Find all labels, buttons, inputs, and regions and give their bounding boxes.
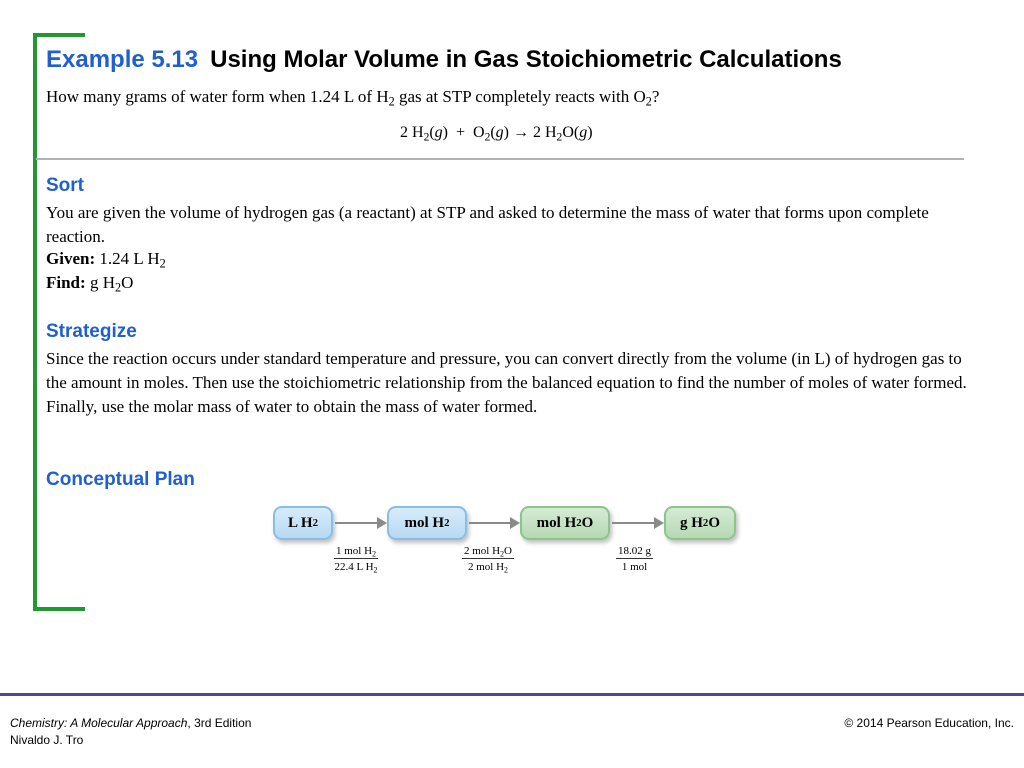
factor-subscript: 2 bbox=[500, 549, 505, 559]
factor-subscript: 2 bbox=[373, 565, 378, 575]
example-number: Example 5.13 bbox=[46, 46, 199, 73]
box-text: L H bbox=[287, 514, 313, 531]
factor-text: 2 mol H bbox=[467, 561, 505, 573]
factor-numerator bbox=[616, 545, 653, 559]
factor-text: 22.4 L H bbox=[334, 561, 374, 573]
factor-text: 2 mol H bbox=[464, 545, 501, 557]
footer-copyright: © 2014 Pearson Education, Inc. bbox=[844, 716, 1014, 730]
balanced-equation bbox=[400, 124, 593, 142]
find-subscript: 2 bbox=[114, 280, 122, 295]
eq-part: O( bbox=[562, 124, 580, 141]
section-divider bbox=[36, 158, 964, 160]
strategize-heading: Strategize bbox=[46, 321, 137, 342]
conversion-factor bbox=[616, 545, 653, 573]
eq-part: ) bbox=[587, 124, 593, 141]
box-text: mol H bbox=[404, 514, 445, 531]
footer-rule bbox=[0, 693, 1024, 696]
book-edition: , 3rd Edition bbox=[187, 716, 252, 730]
factor-denominator bbox=[616, 559, 653, 573]
arrow-head-icon bbox=[510, 517, 520, 529]
footer-book bbox=[10, 716, 251, 730]
eq-part: ( bbox=[490, 124, 496, 141]
box-text: mol H bbox=[536, 514, 577, 531]
footer-author: Nivaldo J. Tro bbox=[10, 733, 84, 747]
eq-part: 2 H bbox=[400, 124, 424, 141]
eq-subscript: 2 bbox=[556, 131, 563, 144]
find-label: Find: bbox=[46, 273, 86, 292]
factor-text: 1 mol bbox=[621, 561, 648, 573]
eq-state: g bbox=[495, 124, 504, 141]
given-subscript: 2 bbox=[159, 256, 166, 271]
given-line bbox=[46, 249, 166, 269]
factor-denominator bbox=[334, 559, 378, 573]
arrow-head-icon bbox=[654, 517, 664, 529]
question-part: How many grams of water form when 1.24 L of H bbox=[46, 87, 389, 106]
arrow-head-icon bbox=[377, 517, 387, 529]
plan-box-mol-h2o: mol H 2 O bbox=[520, 506, 610, 540]
eq-part: ) + O bbox=[442, 124, 485, 141]
box-text: g H bbox=[680, 514, 703, 531]
box-text: O bbox=[581, 514, 594, 531]
factor-text: 1 mol H bbox=[336, 545, 373, 557]
conversion-factor bbox=[462, 545, 514, 573]
question-part: ? bbox=[651, 87, 660, 106]
find-value: g H bbox=[85, 273, 115, 292]
eq-part: ) → 2 H bbox=[503, 124, 557, 141]
eq-subscript: 2 bbox=[423, 131, 430, 144]
question-text bbox=[46, 87, 659, 107]
eq-part: ( bbox=[429, 124, 435, 141]
find-value-tail: O bbox=[121, 273, 134, 292]
question-subscript: 2 bbox=[388, 94, 395, 109]
plan-box-mol-h2: mol H 2 bbox=[387, 506, 467, 540]
question-subscript: 2 bbox=[645, 94, 652, 109]
book-title: Chemistry: A Molecular Approach bbox=[10, 716, 188, 730]
factor-text: 18.02 g bbox=[618, 545, 651, 557]
factor-denominator bbox=[462, 559, 514, 573]
plan-box-liters-h2: L H 2 bbox=[273, 506, 333, 540]
arrow-line bbox=[335, 522, 377, 524]
conversion-factor bbox=[334, 545, 378, 573]
factor-numerator bbox=[462, 545, 514, 559]
factor-numerator bbox=[334, 545, 378, 559]
given-label: Given: bbox=[46, 249, 96, 268]
find-line bbox=[46, 273, 133, 293]
arrow-line bbox=[612, 522, 654, 524]
box-text: O bbox=[708, 514, 720, 531]
sort-heading: Sort bbox=[46, 175, 84, 196]
factor-subscript: 2 bbox=[372, 549, 377, 559]
arrow-line bbox=[469, 522, 510, 524]
sort-text: You are given the volume of hydrogen gas (a reactant) at STP and asked to determine the mass of water that forms upon complete reaction. bbox=[46, 203, 929, 246]
slide-title bbox=[46, 46, 842, 74]
conceptual-plan-heading: Conceptual Plan bbox=[46, 469, 195, 490]
given-value: 1.24 L H bbox=[95, 249, 160, 268]
factor-text: O bbox=[504, 545, 512, 557]
example-title: Using Molar Volume in Gas Stoichiometric Calculations bbox=[210, 46, 842, 73]
eq-state: g bbox=[434, 124, 443, 141]
eq-subscript: 2 bbox=[484, 131, 491, 144]
factor-subscript: 2 bbox=[504, 565, 508, 575]
plan-box-grams-h2o: g H 2 O bbox=[664, 506, 736, 540]
eq-state: g bbox=[579, 124, 588, 141]
strategize-text: Since the reaction occurs under standard temperature and pressure, you can convert directly from the volume (in L) of hydrogen gas to the amount in moles. Then use the stoichiometric relationship from the balanced equation to find the number of moles of water formed. Finally, use the molar mass of water to obtain the mass of water formed. bbox=[46, 349, 967, 416]
question-part: gas at STP completely reacts with O bbox=[394, 87, 646, 106]
